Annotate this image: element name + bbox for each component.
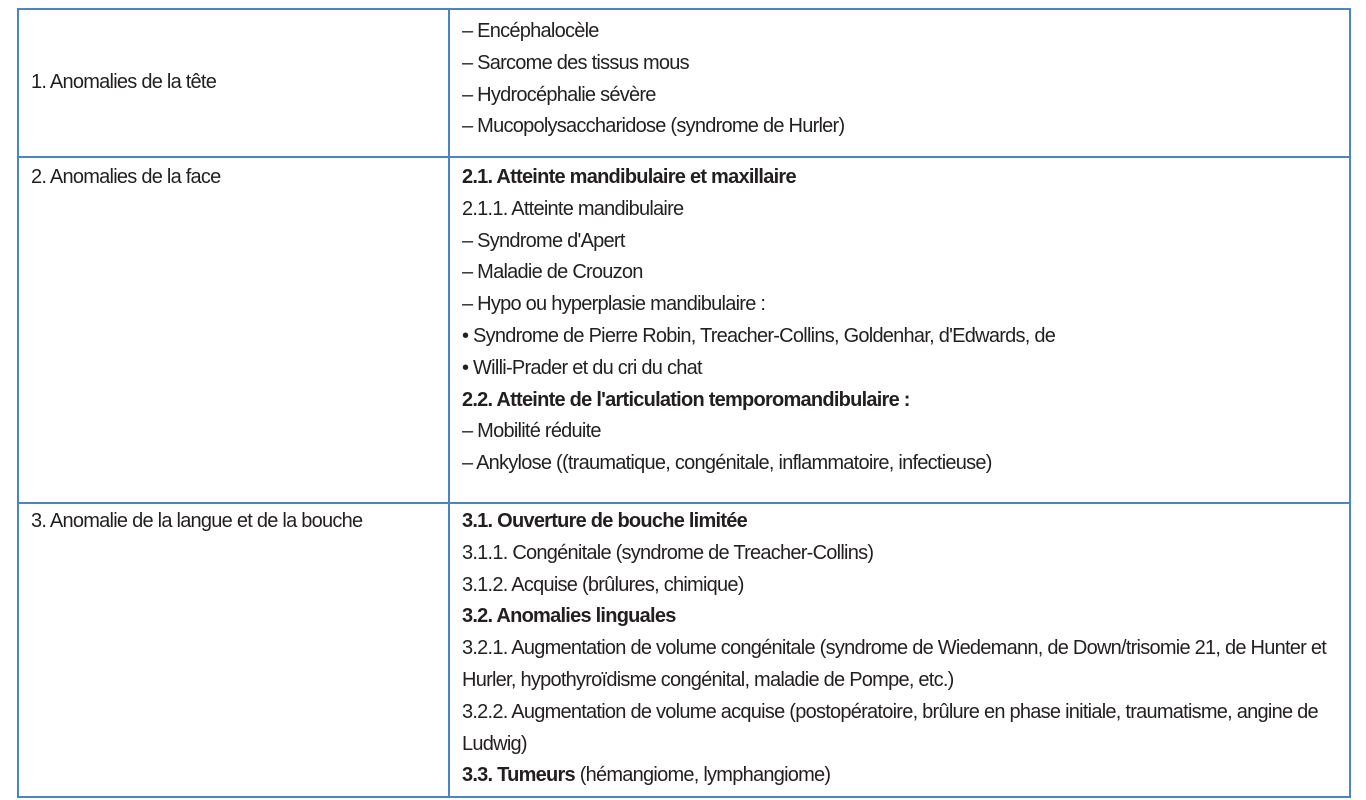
bold-label: 2.2. Atteinte de l'articulation temporomandibulaire : <box>462 388 910 411</box>
list-item: – Encéphalocèle <box>462 20 599 42</box>
category-cell: 2. Anomalies de la face <box>18 157 449 503</box>
list-item: • Syndrome de Pierre Robin, Treacher-Collins, Goldenhar, d'Edwards, de <box>462 324 1056 347</box>
list-item: 3.1.2. Acquise (brûlures, chimique) <box>462 573 744 596</box>
list-item: 3.1.1. Congénitale (syndrome de Treacher-Collins) <box>462 541 874 564</box>
list-item: – Hypo ou hyperplasie mandibulaire : <box>462 293 766 316</box>
list-item: 3.2.1. Augmentation de volume congénitale (syndrome de Wiedemann, de Down/trisomie 21, de Hunter et Hurler, hypothyroïdisme congénital, maladie de Pompe, etc.) <box>462 637 1327 691</box>
detail-text: (hémangiome, lymphangiome) <box>574 764 831 787</box>
bold-label: 3.3. Tumeurs <box>462 764 575 787</box>
section-heading <box>462 162 1337 194</box>
anomalies-table <box>17 8 1351 798</box>
list-item: – Hydrocéphalie sévère <box>462 83 656 106</box>
list-item: 3.2.2. Augmentation de volume acquise (postopératoire, brûlure en phase initiale, traumatisme, angine de Ludwig) <box>462 700 1318 755</box>
section-heading <box>462 601 1337 633</box>
section-heading <box>462 760 1337 792</box>
list-item: – Maladie de Crouzon <box>462 261 643 284</box>
list-item: – Syndrome d'Apert <box>462 229 625 252</box>
list-item: • Willi-Prader et du cri du chat <box>462 356 702 379</box>
table-row <box>18 157 1350 503</box>
details-cell <box>449 9 1350 157</box>
section-heading <box>462 385 1337 417</box>
category-cell: 1. Anomalies de la tête <box>18 9 449 157</box>
category-cell: 3. Anomalie de la langue et de la bouche <box>18 503 449 797</box>
details-cell <box>449 157 1350 503</box>
list-item: – Ankylose ((traumatique, congénitale, inflammatoire, infectieuse) <box>462 452 992 475</box>
list-item: – Mucopolysaccharidose (syndrome de Hurler) <box>462 115 845 138</box>
bold-label: 2.1. Atteinte mandibulaire et maxillaire <box>462 166 796 188</box>
list-item: 2.1.1. Atteinte mandibulaire <box>462 197 684 220</box>
list-item: – Sarcome des tissus mous <box>462 51 689 74</box>
section-heading <box>462 506 1337 538</box>
table-row <box>18 503 1350 797</box>
list-item: – Mobilité réduite <box>462 420 601 443</box>
table-row <box>18 9 1350 157</box>
bold-label: 3.2. Anomalies linguales <box>462 605 676 628</box>
bold-label: 3.1. Ouverture de bouche limitée <box>462 510 747 532</box>
details-cell <box>449 503 1350 797</box>
